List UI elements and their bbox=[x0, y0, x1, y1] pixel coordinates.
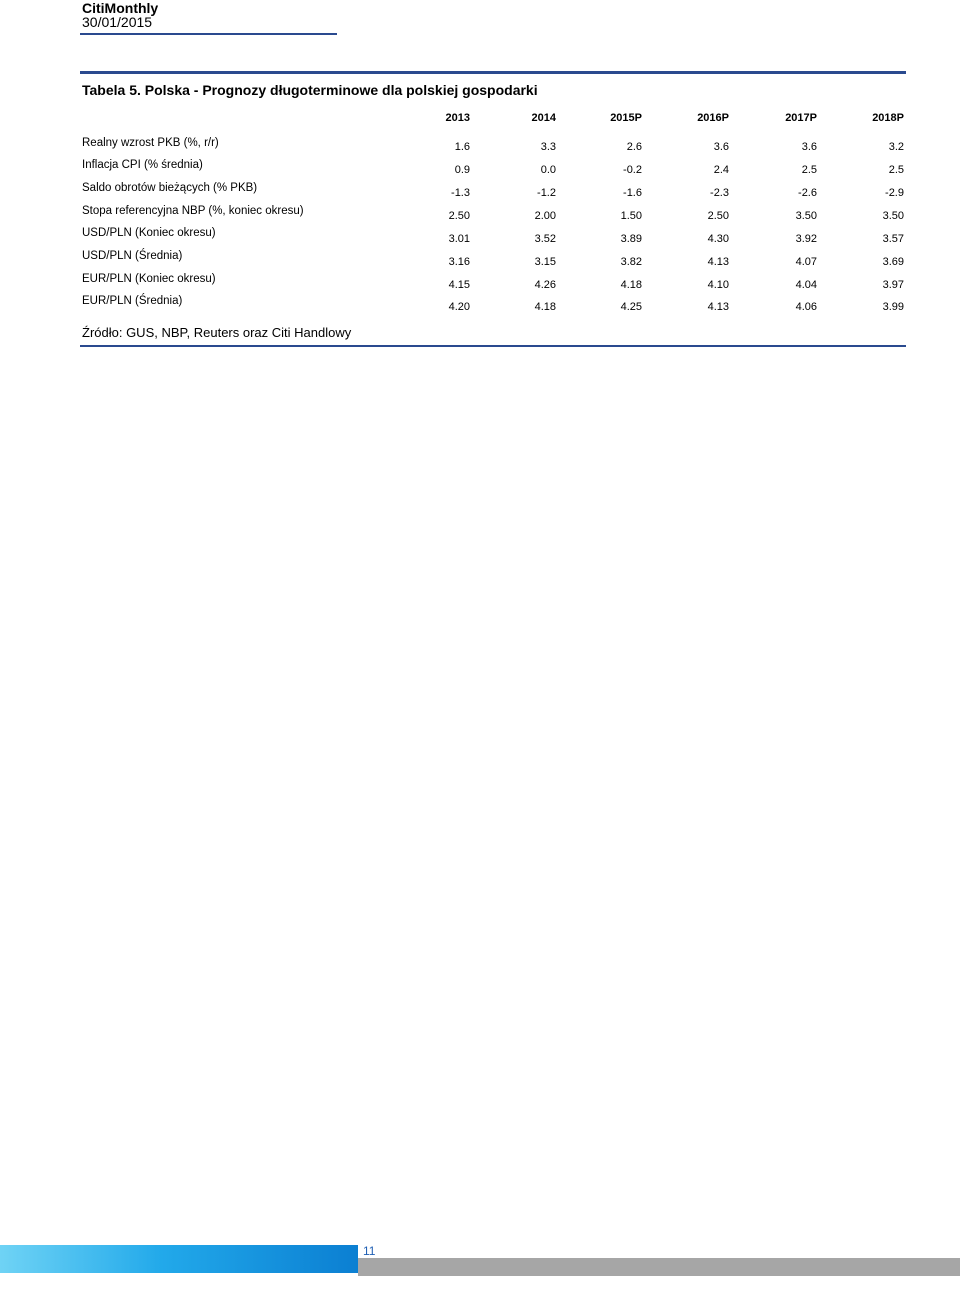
table-cell: -1.2 bbox=[537, 187, 556, 199]
table-cell: 3.97 bbox=[882, 279, 904, 291]
table-cell: 3.6 bbox=[713, 141, 729, 153]
table-cell: 4.25 bbox=[620, 301, 642, 313]
row-label: EUR/PLN (Średnia) bbox=[82, 295, 183, 307]
table-cell: 4.06 bbox=[795, 301, 817, 313]
table-cell: 4.13 bbox=[707, 301, 729, 313]
table-cell: 2.50 bbox=[448, 210, 470, 222]
page-number: 11 bbox=[363, 1244, 376, 1258]
table-bottom-rule bbox=[80, 345, 906, 347]
table-cell: 3.57 bbox=[882, 233, 904, 245]
table-cell: 2.6 bbox=[626, 141, 642, 153]
column-header: 2013 bbox=[445, 112, 470, 124]
table-cell: 3.52 bbox=[534, 233, 556, 245]
table-cell: 0.0 bbox=[540, 164, 556, 176]
table-cell: 2.5 bbox=[888, 164, 904, 176]
table-cell: 3.3 bbox=[540, 141, 556, 153]
table-cell: 2.50 bbox=[707, 210, 729, 222]
column-header: 2015P bbox=[610, 112, 642, 124]
table-cell: 2.5 bbox=[801, 164, 817, 176]
table-cell: 3.69 bbox=[882, 256, 904, 268]
table-cell: 2.00 bbox=[534, 210, 556, 222]
table-cell: 3.82 bbox=[620, 256, 642, 268]
column-header: 2018P bbox=[872, 112, 904, 124]
row-label: Stopa referencyjna NBP (%, koniec okresu) bbox=[82, 205, 304, 217]
table-cell: -2.6 bbox=[798, 187, 817, 199]
table-title: Tabela 5. Polska - Prognozy długoterminowe dla polskiej gospodarki bbox=[82, 82, 538, 98]
table-source: Źródło: GUS, NBP, Reuters oraz Citi Handlowy bbox=[82, 325, 352, 340]
table-cell: -2.9 bbox=[885, 187, 904, 199]
table-top-rule bbox=[80, 71, 906, 74]
table-cell: 1.6 bbox=[454, 141, 470, 153]
footer-blue-bar bbox=[0, 1245, 358, 1273]
table-cell: 3.15 bbox=[534, 256, 556, 268]
table-cell: 4.18 bbox=[534, 301, 556, 313]
row-label: Saldo obrotów bieżących (% PKB) bbox=[82, 182, 258, 194]
table-cell: 2.4 bbox=[713, 164, 729, 176]
table-cell: 3.16 bbox=[448, 256, 470, 268]
table-cell: 3.50 bbox=[882, 210, 904, 222]
table-cell: 4.26 bbox=[534, 279, 556, 291]
table-cell: 4.30 bbox=[707, 233, 729, 245]
table-cell: 3.2 bbox=[888, 141, 904, 153]
table-cell: 3.50 bbox=[795, 210, 817, 222]
table-cell: 4.18 bbox=[620, 279, 642, 291]
table-cell: 3.99 bbox=[882, 301, 904, 313]
table-cell: 4.10 bbox=[707, 279, 729, 291]
header-date: 30/01/2015 bbox=[82, 14, 153, 30]
row-label: USD/PLN (Koniec okresu) bbox=[82, 227, 216, 239]
table-cell: 4.20 bbox=[448, 301, 470, 313]
table-cell: -1.3 bbox=[451, 187, 470, 199]
column-header: 2014 bbox=[531, 112, 556, 124]
footer-gray-bar bbox=[358, 1258, 960, 1276]
column-header: 2017P bbox=[785, 112, 817, 124]
table-cell: 4.15 bbox=[448, 279, 470, 291]
header-title: CitiMonthly bbox=[82, 0, 159, 16]
header-rule bbox=[80, 33, 337, 35]
table-cell: 3.89 bbox=[620, 233, 642, 245]
table-cell: 1.50 bbox=[620, 210, 642, 222]
table-cell: 3.01 bbox=[448, 233, 470, 245]
table-cell: 3.92 bbox=[795, 233, 817, 245]
row-label: Inflacja CPI (% średnia) bbox=[82, 159, 203, 171]
table-cell: 0.9 bbox=[454, 164, 470, 176]
table-cell: 4.13 bbox=[707, 256, 729, 268]
table-cell: 3.6 bbox=[801, 141, 817, 153]
row-label: Realny wzrost PKB (%, r/r) bbox=[82, 137, 219, 149]
table-cell: -2.3 bbox=[710, 187, 729, 199]
table-cell: 4.04 bbox=[795, 279, 817, 291]
table-cell: 4.07 bbox=[795, 256, 817, 268]
row-label: EUR/PLN (Koniec okresu) bbox=[82, 273, 216, 285]
column-header: 2016P bbox=[697, 112, 729, 124]
table-cell: -1.6 bbox=[623, 187, 642, 199]
table-cell: -0.2 bbox=[623, 164, 642, 176]
row-label: USD/PLN (Średnia) bbox=[82, 250, 183, 262]
